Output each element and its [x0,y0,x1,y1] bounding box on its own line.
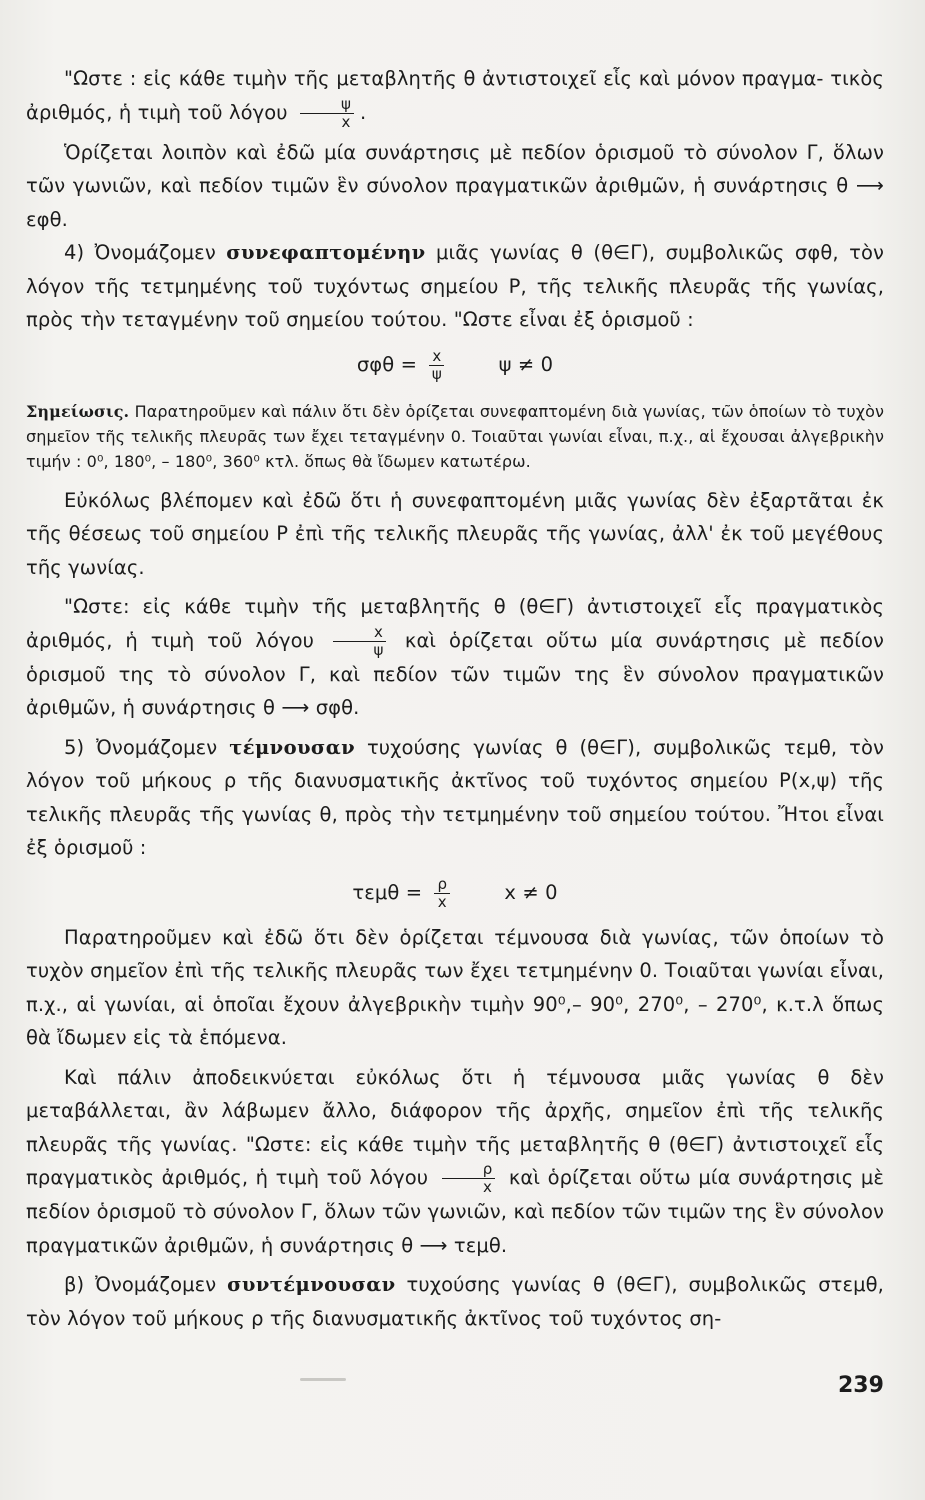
line-2: τικὸς ἀριθμός, ἡ τιμὴ τοῦ λόγου [26,67,884,124]
paragraph-thus-tan: "Ωστε : εἰς κάθε τιμὴν τῆς μεταβλητῆς θ ἀντιστοιχεῖ εἷς καὶ μόνον πραγμα- τικὸς ἀριθμός, ἡ τιμὴ τοῦ λόγου $\frac{\psi}{x}$ . [26,67,884,131]
term-cotangent: συνεφαπτομένην [226,241,426,264]
paragraph-thus-cot: "Ωστε: εἰς κάθε τιμὴν τῆς μεταβλητῆς θ (θ∈Γ) ἀντιστοιχεῖ εἷς πραγματικὸς ἀριθμός, ἡ τιμὴ τοῦ λόγου $\frac{x}{\psi}$ καὶ ὁρίζεται οὕτω μία συνάρτησις μὲ πεδίον ὁρισμοῦ της τὸ σύνολον Γ, καὶ πεδίον τῶν τιμῶν της ἓν σύνολον πραγματικῶν ἀριθμῶν, ἡ συνάρτησις θ ⟶ σφθ. [26,595,884,719]
note-cotangent: Σημείωσις. Παρατηροῦμεν καὶ πάλιν ὅτι δὲν ὁρίζεται συνεφαπτομένη διὰ γωνίας, τῶν ὁποίων τὸ τυχὸν σημεῖον τῆς τελικῆς πλευρᾶς των ἔχει τεταγμένην 0. Τοιαῦται γωνίαι εἶναι, π.χ., αἱ ἔχουσαι ἀλγεβρικὴν τιμήν : 0⁰, 180⁰, – 180⁰, 360⁰ κτλ. ὅπως θὰ ἴδωμεν κατωτέρω. [26,401,885,471]
term-cosecant: συντέμνουσαν [227,1273,396,1296]
fraction-x-over-psi: $\frac{x}{\psi}$ [429,349,444,382]
paragraph-secant-definition: 5) Ὀνομάζομεν τέμνουσαν τυχούσης γωνίας θ (θ∈Γ), συμβολικῶς τεμθ, τὸν λόγον τοῦ μήκους ρ τῆς διανυσματικῆς ἀκτῖνος τοῦ τυχόντος σημείου Ρ(x,ψ) τῆς τελικῆς πλευρᾶς τῆς γωνίας θ, πρὸς τὴν τετμημένην τοῦ σημείου τούτου. Ἤτοι εἶναι ἐξ ὁρισμοῦ : [26,735,884,859]
line-1: "Ωστε : εἰς κάθε τιμὴν τῆς μεταβλητῆς θ ἀντιστοιχεῖ εἷς καὶ μόνον πραγμα- [64,67,824,90]
paragraph-cosecant-definition: β) Ὀνομάζομεν συντέμνουσαν τυχούσης γωνίας θ (θ∈Γ), συμβολικῶς στεμθ, τὸν λόγον τοῦ μήκους ρ τῆς διανυσματικῆς ἀκτῖνος τοῦ τυχόντος ση- [26,1273,884,1330]
term-secant: τέμνουσαν [229,735,356,759]
fraction-psi-over-x: $\frac{\psi}{x}$ [300,97,354,130]
fraction-rho-over-x-inline: $\frac{\rho}{x}$ [442,1162,496,1195]
paragraph-observe: Παρατηροῦμεν καὶ ἐδῶ ὅτι δὲν ὁρίζεται τέμνουσα διὰ γωνίας, τῶν ὁποίων τὸ τυχὸν σημεῖον ἐπὶ τῆς τελικῆς πλευρᾶς των ἔχει τετμημένην 0. Τοιαῦται γωνίαι εἶναι, π.χ., αἱ γωνίαι, αἱ ὁποῖαι ἔχουν ἀλγεβρικὴν τιμὴν 90⁰,– 90⁰, 270⁰, – 270⁰, κ.τ.λ ὅπως θὰ ἴδωμεν εἰς τὰ ἑπόμενα. [26,925,884,1049]
formula-secant: τεμθ = $\frac{\rho}{x}$ x ≠ 0 [352,874,558,911]
fraction-x-over-psi-inline: $\frac{x}{\psi}$ [333,625,386,658]
formula-cotangent: σφθ = $\frac{x}{\psi}$ ψ ≠ 0 [356,346,554,383]
formula-condition: ψ ≠ 0 [498,352,554,376]
paragraph-function-defined: Ὁρίζεται λοιπὸν καὶ ἐδῶ μία συνάρτησις μὲ πεδίον ὁρισμοῦ τὸ σύνολον Γ, ὅλων τῶν γωνιῶν, καὶ πεδίον τιμῶν ἓν σύνολον πραγματικῶν ἀριθμῶν, ἡ συνάρτησις θ ⟶ εφθ. [26,140,884,231]
note-label: Σημείωσις. [26,401,130,421]
paragraph-again: Καὶ πάλιν ἀποδεικνύεται εὐκόλως ὅτι ἡ τέμνουσα μιᾶς γωνίας θ δὲν μεταβάλλεται, ἂν λάβωμεν ἄλλο, διάφορον τῆς ἀρχῆς, σημεῖον ἐπὶ τῆς τελικῆς πλευρᾶς τῆς γωνίας. "Ωστε: εἰς κάθε τιμὴν τῆς μεταβλητῆς θ (θ∈Γ) ἀντιστοιχεῖ εἷς πραγματικὸς ἀριθμός, ἡ τιμὴ τοῦ λόγου $\frac{\rho}{x}$ καὶ ὁρίζεται οὕτω μία συνάρτησις μὲ πεδίον ὁρισμοῦ τὸ σύνολον Γ, ὅλων τῶν γωνιῶν, καὶ πεδίον τῶν τιμῶν της ἓν σύνολον πραγματικῶν ἀριθμῶν, ἡ συνάρτησις θ ⟶ τεμθ. [26,1065,884,1257]
print-smudge [300,1378,346,1381]
formula-condition: x ≠ 0 [504,880,558,904]
page-number: 239 [838,1373,884,1398]
paragraph-cotangent-definition: 4) Ὀνομάζομεν συνεφαπτομένην μιᾶς γωνίας θ (θ∈Γ), συμβολικῶς σφθ, τὸν λόγον τῆς τετμημένης τοῦ τυχόντως σημείου Ρ, τῆς τελικῆς πλευρᾶς τῆς γωνίας, πρὸς τὴν τεταγμένην τοῦ σημείου τούτου. "Ωστε εἶναι ἐξ ὁρισμοῦ : [26,241,884,331]
paragraph-easily: Εὐκόλως βλέπομεν καὶ ἐδῶ ὅτι ἡ συνεφαπτομένη μιᾶς γωνίας δὲν ἐξαρτᾶται ἐκ τῆς θέσεως τοῦ σημείου Ρ ἐπὶ τῆς τελικῆς πλευρᾶς τῆς γωνίας, ἀλλ' ἐκ τοῦ μεγέθους τῆς γωνίας. [26,488,884,579]
fraction-rho-over-x: $\frac{\rho}{x}$ [434,877,450,910]
body-text [26,62,884,1335]
